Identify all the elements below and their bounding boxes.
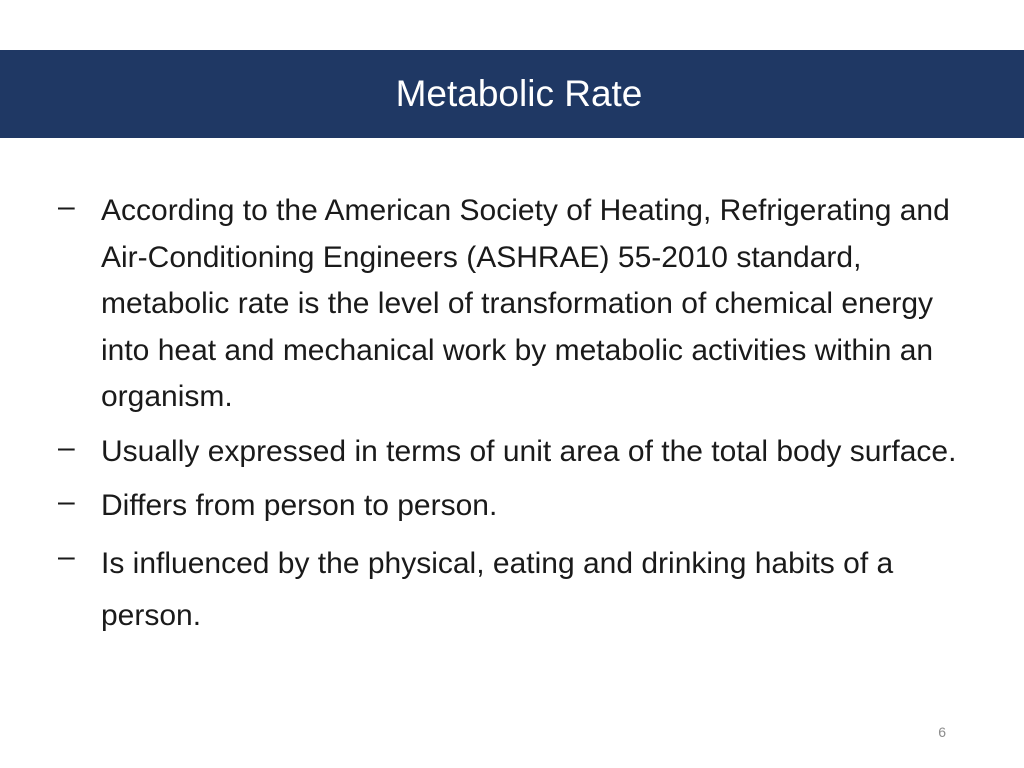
bullet-text: Differs from person to person. <box>101 489 498 522</box>
dash-bullet-icon: – <box>58 190 75 223</box>
bullet-item <box>58 429 968 476</box>
bullet-list <box>58 188 968 650</box>
bullet-item <box>58 188 968 421</box>
slide-title-bar <box>0 50 1024 138</box>
bullet-text: Usually expressed in terms of unit area of the total body surface. <box>101 434 957 468</box>
bullet-item <box>58 538 968 642</box>
dash-bullet-icon: – <box>58 539 75 573</box>
dash-bullet-icon: – <box>58 430 75 464</box>
page-number: 6 <box>938 724 946 740</box>
bullet-text: According to the American Society of Heating, Refrigerating and Air-Conditioning Engineers (ASHRAE) 55-2010 standard, metabolic rate is the level of transformation of chemical energy into heat and mechanical work by metabolic activities within an organism. <box>101 194 950 413</box>
bullet-text: Is influenced by the physical, eating and drinking habits of a person. <box>101 546 894 632</box>
bullet-item <box>58 483 968 530</box>
slide-title: Metabolic Rate <box>395 73 643 114</box>
dash-bullet-icon: – <box>58 485 75 518</box>
